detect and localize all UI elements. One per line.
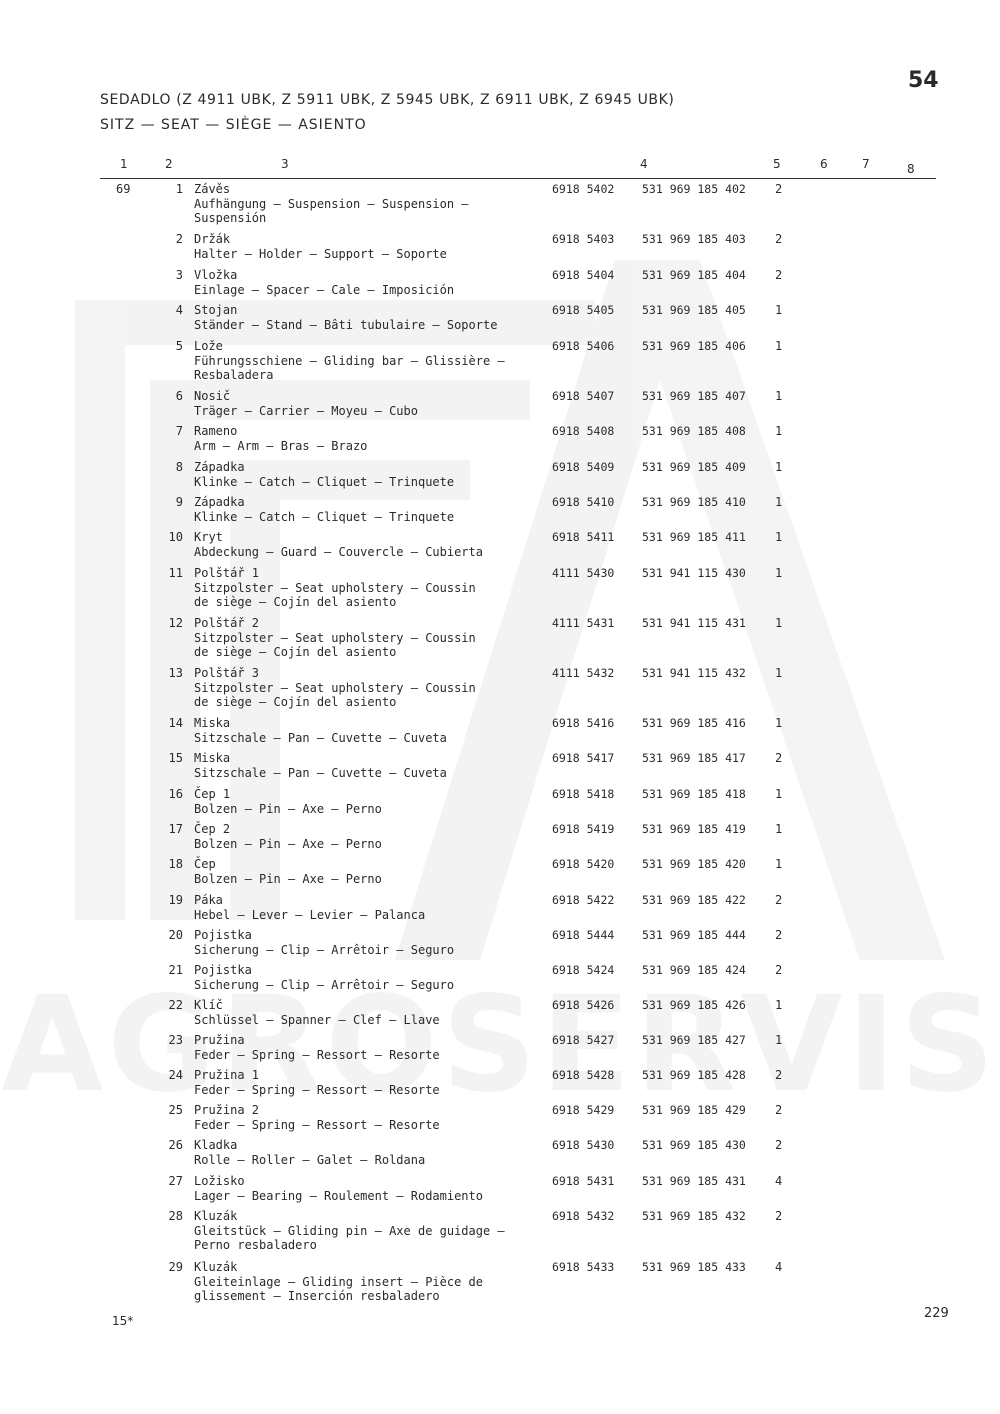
order-code: 531 941 115 432: [642, 666, 746, 680]
part-number: 6918 5429: [552, 1103, 615, 1117]
part-number: 6918 5406: [552, 339, 615, 353]
order-code: 531 969 185 424: [642, 963, 746, 977]
position-number: 25: [168, 1103, 183, 1117]
group-number: 69: [116, 182, 131, 196]
quantity: 2: [775, 182, 783, 196]
part-translation: de siège — Cojín del asiento: [194, 595, 397, 609]
part-translation: Suspensión: [194, 211, 267, 225]
part-translation: Klinke — Catch — Cliquet — Trinquete: [194, 509, 455, 524]
part-name: Ložisko: [194, 1174, 245, 1188]
order-code: 531 969 185 411: [642, 530, 746, 544]
position-number: 9: [175, 495, 183, 509]
position-number: 5: [175, 339, 183, 353]
column-header: 6: [820, 157, 828, 171]
part-description: [194, 751, 544, 780]
position-number: 18: [168, 857, 183, 871]
part-name: Čep 2: [194, 822, 231, 836]
part-translation: Abdeckung — Guard — Couvercle — Cubierta: [194, 544, 483, 559]
part-description: [194, 460, 544, 489]
order-code: 531 969 185 409: [642, 460, 746, 474]
page-title: SEDADLO (Z 4911 UBK, Z 5911 UBK, Z 5945 UBK, Z 6911 UBK, Z 6945 UBK): [100, 92, 675, 108]
part-description: [194, 893, 544, 922]
position-number: 17: [168, 822, 183, 836]
footer-page-number: 229: [924, 1306, 949, 1321]
part-description: [194, 1174, 544, 1203]
quantity: 2: [775, 1103, 783, 1117]
part-number: 6918 5433: [552, 1260, 615, 1274]
part-name: Držák: [194, 232, 231, 246]
part-description: [194, 566, 544, 610]
part-name: Vložka: [194, 268, 238, 282]
order-code: 531 941 115 431: [642, 616, 746, 630]
part-translation: Träger — Carrier — Moyeu — Cubo: [194, 403, 418, 418]
part-name: Páka: [194, 893, 223, 907]
part-name: Pružina 2: [194, 1103, 260, 1117]
position-number: 13: [168, 666, 183, 680]
part-number: 6918 5405: [552, 303, 615, 317]
footer-note: 15*: [112, 1314, 134, 1328]
part-translation: Feder — Spring — Ressort — Resorte: [194, 1047, 440, 1062]
part-translation: Feder — Spring — Ressort — Resorte: [194, 1082, 440, 1097]
position-number: 6: [175, 389, 183, 403]
position-number: 8: [175, 460, 183, 474]
order-code: 531 969 185 426: [642, 998, 746, 1012]
part-number: 6918 5408: [552, 424, 615, 438]
part-number: 6918 5428: [552, 1068, 615, 1082]
part-translation: Bolzen — Pin — Axe — Perno: [194, 836, 382, 851]
quantity: 2: [775, 1209, 783, 1223]
quantity: 2: [775, 268, 783, 282]
part-name: Pružina: [194, 1033, 245, 1047]
column-header: 7: [862, 157, 870, 171]
part-number: 6918 5426: [552, 998, 615, 1012]
part-description: [194, 1068, 544, 1097]
part-translation: Arm — Arm — Bras — Brazo: [194, 438, 368, 453]
position-number: 11: [168, 566, 183, 580]
position-number: 19: [168, 893, 183, 907]
order-code: 531 969 185 407: [642, 389, 746, 403]
column-header: 1: [120, 157, 128, 171]
column-header: 4: [640, 157, 648, 171]
part-number: 6918 5416: [552, 716, 615, 730]
position-number: 27: [168, 1174, 183, 1188]
position-number: 12: [168, 616, 183, 630]
quantity: 2: [775, 928, 783, 942]
quantity: 2: [775, 1138, 783, 1152]
part-translation: glissement — Inserción resbaladero: [194, 1289, 440, 1303]
quantity: 1: [775, 998, 783, 1012]
part-description: [194, 303, 544, 332]
quantity: 2: [775, 1068, 783, 1082]
part-translation: Sitzpolster — Seat upholstery — Coussin: [194, 680, 476, 695]
part-name: Polštář 2: [194, 616, 260, 630]
quantity: 1: [775, 666, 783, 680]
part-description: [194, 495, 544, 524]
part-translation: Bolzen — Pin — Axe — Perno: [194, 871, 382, 886]
part-description: [194, 787, 544, 816]
part-description: [194, 268, 544, 297]
part-number: 4111 5431: [552, 616, 615, 630]
part-translation: Sitzschale — Pan — Cuvette — Cuveta: [194, 730, 447, 745]
position-number: 3: [175, 268, 183, 282]
part-translation: Halter — Holder — Support — Soporte: [194, 246, 447, 261]
part-description: [194, 822, 544, 851]
part-translation: Aufhängung — Suspension — Suspension —: [194, 196, 469, 211]
part-number: 6918 5411: [552, 530, 615, 544]
part-translation: Sicherung — Clip — Arrêtoir — Seguro: [194, 977, 455, 992]
order-code: 531 969 185 405: [642, 303, 746, 317]
part-description: [194, 1138, 544, 1167]
part-name: Západka: [194, 495, 245, 509]
quantity: 1: [775, 495, 783, 509]
position-number: 28: [168, 1209, 183, 1223]
part-number: 6918 5432: [552, 1209, 615, 1223]
part-number: 6918 5404: [552, 268, 615, 282]
part-translation: Klinke — Catch — Cliquet — Trinquete: [194, 474, 455, 489]
part-description: [194, 339, 544, 383]
column-header: 5: [773, 157, 781, 171]
page-number: 54: [908, 68, 939, 93]
part-description: [194, 716, 544, 745]
part-number: 4111 5432: [552, 666, 615, 680]
order-code: 531 969 185 417: [642, 751, 746, 765]
part-translation: Schlüssel — Spanner — Clef — Llave: [194, 1012, 440, 1027]
part-name: Pojistka: [194, 963, 252, 977]
part-number: 6918 5430: [552, 1138, 615, 1152]
order-code: 531 969 185 444: [642, 928, 746, 942]
quantity: 1: [775, 460, 783, 474]
part-number: 6918 5407: [552, 389, 615, 403]
part-number: 6918 5417: [552, 751, 615, 765]
position-number: 21: [168, 963, 183, 977]
part-translation: Führungsschiene — Gliding bar — Glissière —: [194, 353, 505, 368]
part-description: [194, 998, 544, 1027]
part-description: [194, 963, 544, 992]
quantity: 1: [775, 530, 783, 544]
part-number: 6918 5420: [552, 857, 615, 871]
part-name: Miska: [194, 751, 231, 765]
part-translation: Hebel — Lever — Levier — Palanca: [194, 907, 426, 922]
part-description: [194, 928, 544, 957]
part-translation: Sicherung — Clip — Arrêtoir — Seguro: [194, 942, 455, 957]
quantity: 1: [775, 716, 783, 730]
quantity: 1: [775, 424, 783, 438]
quantity: 1: [775, 822, 783, 836]
quantity: 2: [775, 232, 783, 246]
quantity: 1: [775, 339, 783, 353]
quantity: 1: [775, 1033, 783, 1047]
order-code: 531 969 185 430: [642, 1138, 746, 1152]
part-name: Rameno: [194, 424, 238, 438]
quantity: 1: [775, 857, 783, 871]
quantity: 4: [775, 1260, 783, 1274]
part-translation: de siège — Cojín del asiento: [194, 645, 397, 659]
position-number: 15: [168, 751, 183, 765]
part-name: Závěs: [194, 182, 231, 196]
order-code: 531 969 185 416: [642, 716, 746, 730]
position-number: 10: [168, 530, 183, 544]
part-number: 6918 5431: [552, 1174, 615, 1188]
position-number: 23: [168, 1033, 183, 1047]
order-code: 531 969 185 406: [642, 339, 746, 353]
part-translation: Feder — Spring — Ressort — Resorte: [194, 1117, 440, 1132]
quantity: 1: [775, 616, 783, 630]
part-number: 6918 5424: [552, 963, 615, 977]
order-code: 531 969 185 408: [642, 424, 746, 438]
part-description: [194, 389, 544, 418]
part-number: 4111 5430: [552, 566, 615, 580]
part-number: 6918 5444: [552, 928, 615, 942]
part-translation: Sitzpolster — Seat upholstery — Coussin: [194, 580, 476, 595]
part-name: Kryt: [194, 530, 223, 544]
position-number: 4: [175, 303, 183, 317]
part-number: 6918 5427: [552, 1033, 615, 1047]
quantity: 1: [775, 787, 783, 801]
part-translation: Rolle — Roller — Galet — Roldana: [194, 1152, 426, 1167]
order-code: 531 969 185 404: [642, 268, 746, 282]
part-name: Pojistka: [194, 928, 252, 942]
quantity: 2: [775, 893, 783, 907]
quantity: 1: [775, 389, 783, 403]
part-name: Klíč: [194, 998, 223, 1012]
part-translation: de siège — Cojín del asiento: [194, 695, 397, 709]
quantity: 1: [775, 303, 783, 317]
part-description: [194, 424, 544, 453]
part-name: Kluzák: [194, 1209, 238, 1223]
position-number: 14: [168, 716, 183, 730]
part-description: [194, 1033, 544, 1062]
part-name: Kladka: [194, 1138, 238, 1152]
order-code: 531 969 185 431: [642, 1174, 746, 1188]
part-translation: Sitzschale — Pan — Cuvette — Cuveta: [194, 765, 447, 780]
part-description: [194, 232, 544, 261]
column-header: 2: [165, 157, 173, 171]
part-number: 6918 5403: [552, 232, 615, 246]
order-code: 531 969 185 402: [642, 182, 746, 196]
header-rule: [100, 178, 936, 179]
part-translation: Bolzen — Pin — Axe — Perno: [194, 801, 382, 816]
position-number: 24: [168, 1068, 183, 1082]
order-code: 531 969 185 419: [642, 822, 746, 836]
position-number: 2: [175, 232, 183, 246]
part-translation: Gleiteinlage — Gliding insert — Pièce de: [194, 1274, 483, 1289]
part-translation: Einlage — Spacer — Cale — Imposición: [194, 282, 455, 297]
part-name: Polštář 1: [194, 566, 260, 580]
position-number: 29: [168, 1260, 183, 1274]
part-description: [194, 1260, 544, 1304]
part-translation: Ständer — Stand — Bâti tubulaire — Soporte: [194, 317, 498, 332]
quantity: 2: [775, 751, 783, 765]
part-number: 6918 5410: [552, 495, 615, 509]
part-name: Západka: [194, 460, 245, 474]
part-description: [194, 1103, 544, 1132]
position-number: 20: [168, 928, 183, 942]
part-description: [194, 1209, 544, 1253]
part-description: [194, 857, 544, 886]
order-code: 531 969 185 420: [642, 857, 746, 871]
part-name: Miska: [194, 716, 231, 730]
column-header: 8: [907, 162, 915, 176]
part-name: Čep: [194, 857, 216, 871]
part-name: Pružina 1: [194, 1068, 260, 1082]
quantity: 2: [775, 963, 783, 977]
order-code: 531 969 185 433: [642, 1260, 746, 1274]
part-name: Stojan: [194, 303, 238, 317]
part-name: Čep 1: [194, 787, 231, 801]
part-name: Polštář 3: [194, 666, 260, 680]
position-number: 16: [168, 787, 183, 801]
quantity: 1: [775, 566, 783, 580]
position-number: 22: [168, 998, 183, 1012]
position-number: 1: [175, 182, 183, 196]
order-code: 531 969 185 422: [642, 893, 746, 907]
position-number: 7: [175, 424, 183, 438]
part-name: Lože: [194, 339, 223, 353]
order-code: 531 969 185 429: [642, 1103, 746, 1117]
order-code: 531 969 185 410: [642, 495, 746, 509]
part-description: [194, 530, 544, 559]
order-code: 531 969 185 428: [642, 1068, 746, 1082]
order-code: 531 969 185 418: [642, 787, 746, 801]
part-translation: Perno resbaladero: [194, 1238, 317, 1252]
column-header: 3: [281, 157, 289, 171]
part-translation: Resbaladera: [194, 368, 274, 382]
part-number: 6918 5402: [552, 182, 615, 196]
part-translation: Gleitstück — Gliding pin — Axe de guidage —: [194, 1223, 505, 1238]
part-name: Kluzák: [194, 1260, 238, 1274]
part-translation: Lager — Bearing — Roulement — Rodamiento: [194, 1188, 483, 1203]
order-code: 531 969 185 432: [642, 1209, 746, 1223]
part-description: [194, 616, 544, 660]
part-translation: Sitzpolster — Seat upholstery — Coussin: [194, 630, 476, 645]
part-number: 6918 5419: [552, 822, 615, 836]
part-number: 6918 5422: [552, 893, 615, 907]
page-subtitle: SITZ — SEAT — SIÈGE — ASIENTO: [100, 117, 367, 133]
part-name: Nosič: [194, 389, 231, 403]
order-code: 531 941 115 430: [642, 566, 746, 580]
part-description: [194, 666, 544, 710]
part-description: [194, 182, 544, 226]
part-number: 6918 5418: [552, 787, 615, 801]
position-number: 26: [168, 1138, 183, 1152]
order-code: 531 969 185 427: [642, 1033, 746, 1047]
part-number: 6918 5409: [552, 460, 615, 474]
order-code: 531 969 185 403: [642, 232, 746, 246]
quantity: 4: [775, 1174, 783, 1188]
